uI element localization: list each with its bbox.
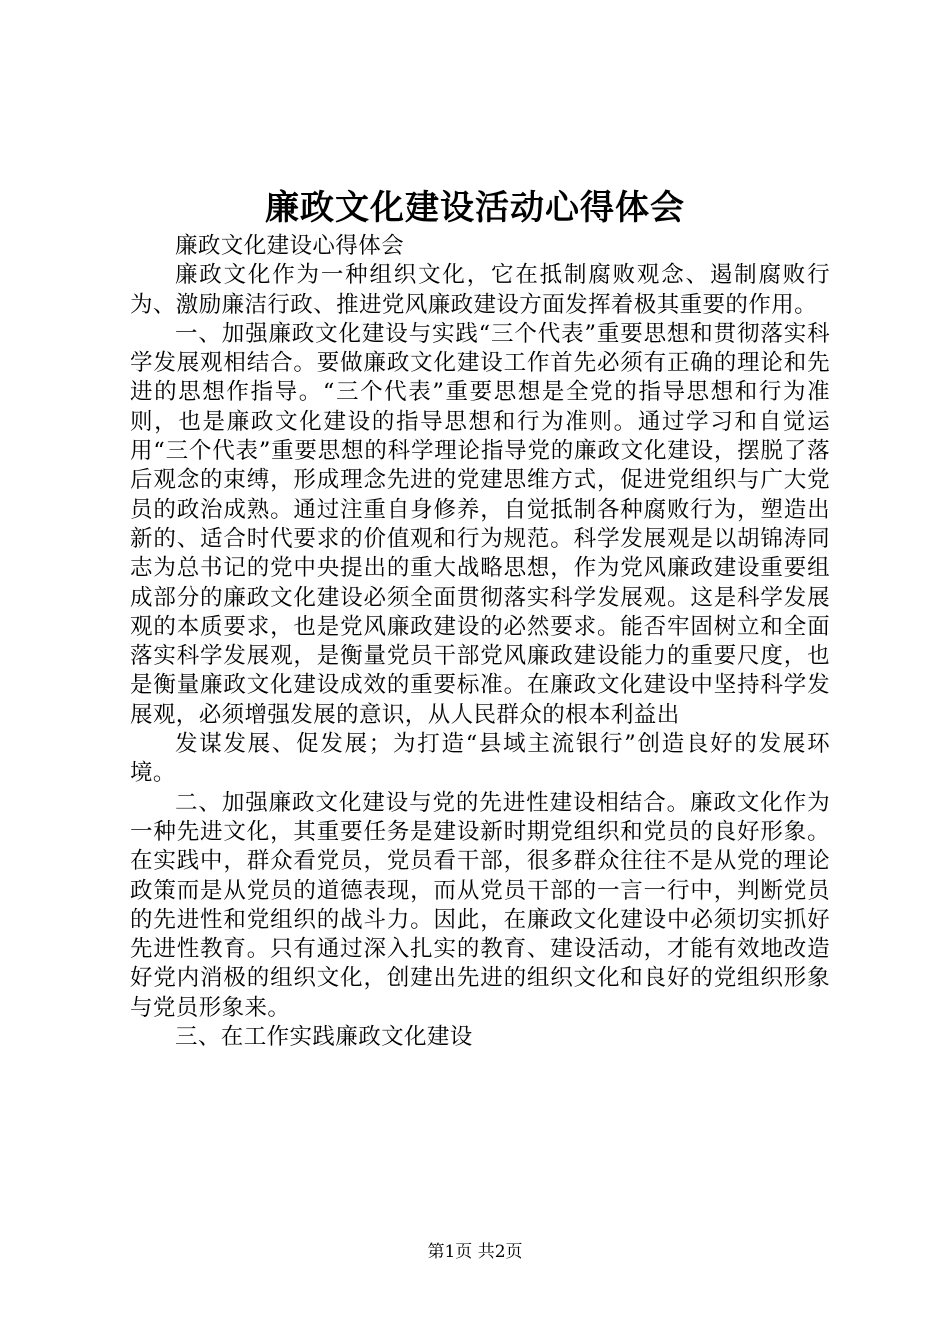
continuation-paragraph: 发谋发展、促发展；为打造“县域主流银行”创造良好的发展环境。 [130,731,830,787]
page-footer: 第1页 共2页 [427,1242,523,1262]
section-three-heading: 三、在工作实践廉政文化建设 [175,1024,473,1051]
section-two-paragraph: 二、加强廉政文化建设与党的先进性建设相结合。廉政文化作为一种先进文化，其重要任务是建设新时期党组织和党员的良好形象。在实践中，群众看党员，党员看干部，很多群众往往不是从党的理论政策而是从党员的道德表现，而从党员干部的一言一行中，判断党员的先进性和党组织的战斗力。因此，在廉政文化建设中必须切实抓好先进性教育。只有通过深入扎实的教育、建设活动，才能有效地改造好党内消极的组织文化，创建出先进的组织文化和良好的党组织形象与党员形象来。 [130,789,830,1021]
intro-paragraph: 廉政文化作为一种组织文化，它在抵制腐败观念、遏制腐败行为、激励廉洁行政、推进党风廉政建设方面发挥着极其重要的作用。 [130,262,830,318]
document-title: 廉政文化建设活动心得体会 [265,188,685,228]
section-one-paragraph: 一、加强廉政文化建设与实践“三个代表”重要思想和贯彻落实科学发展观相结合。要做廉政文化建设工作首先必须有正确的理论和先进的思想作指导。“三个代表”重要思想是全党的指导思想和行为准则，也是廉政文化建设的指导思想和行为准则。通过学习和自觉运用“三个代表”重要思想的科学理论指导党的廉政文化建设，摆脱了落后观念的束缚，形成理念先进的党建思维方式，促进党组织与广大党员的政治成熟。通过注重自身修养，自觉抵制各种腐败行为，塑造出新的、适合时代要求的价值观和行为规范。科学发展观是以胡锦涛同志为总书记的党中央提出的重大战略思想，作为党风廉政建设重要组成部分的廉政文化建设必须全面贯彻落实科学发展观。这是科学发展观的本质要求，也是党风廉政建设的必然要求。能否牢固树立和全面落实科学发展观，是衡量党员干部党风廉政建设能力的重要尺度，也是衡量廉政文化建设成效的重要标准。在廉政文化建设中坚持科学发展观，必须增强发展的意识，从人民群众的根本利益出 [130,320,830,728]
document-body [130,232,830,1052]
subtitle-paragraph: 廉政文化建设心得体会 [175,233,405,259]
